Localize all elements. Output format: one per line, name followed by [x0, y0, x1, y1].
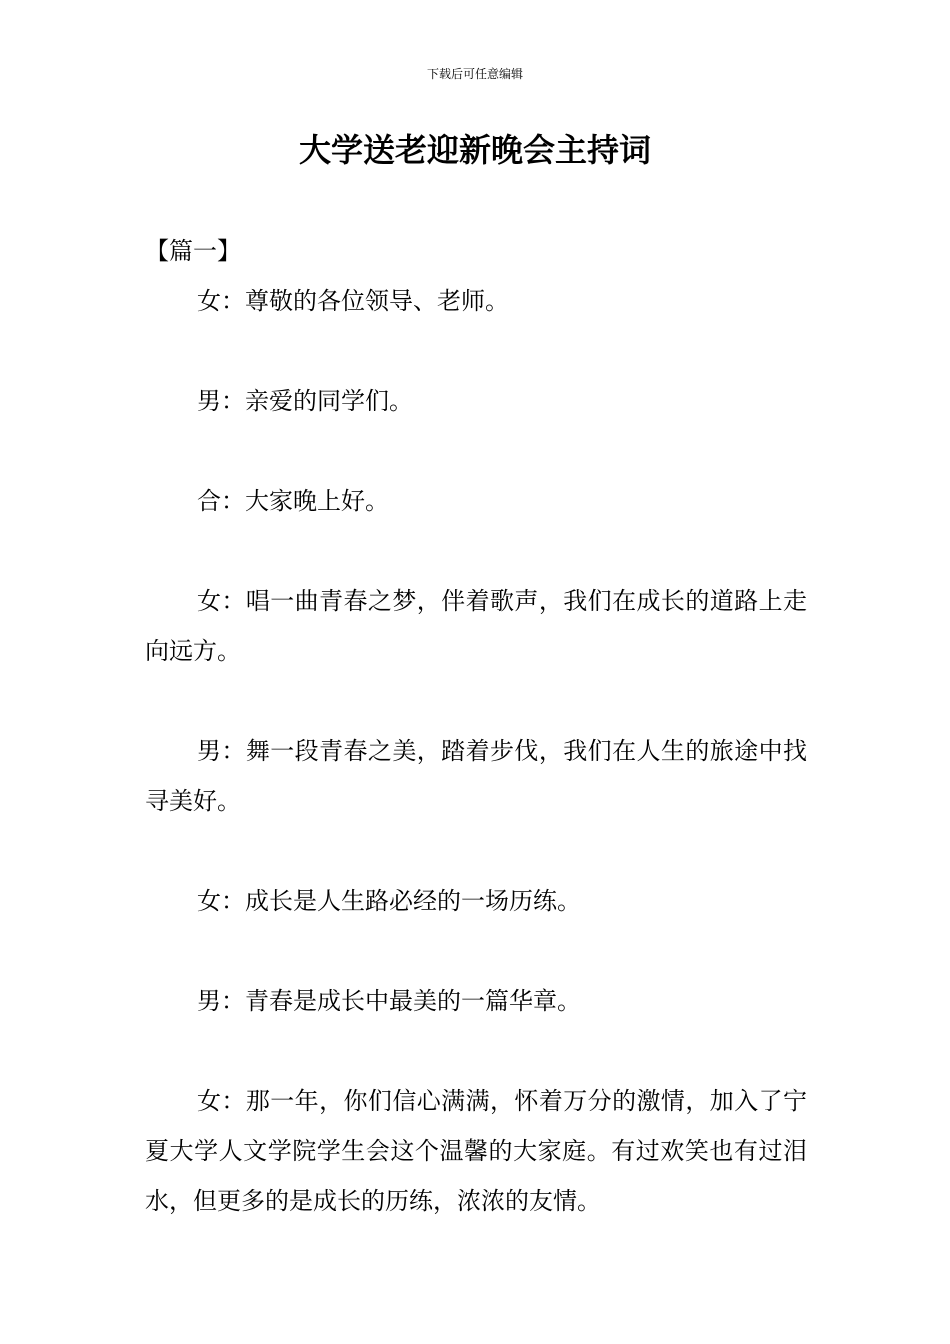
document-body — [145, 226, 807, 1276]
document-title: 大学送老迎新晚会主持词 — [298, 131, 651, 169]
paragraph: 女：尊敬的各位领导、老师。 — [197, 287, 509, 315]
paragraph: 女：那一年，你们信心满满，怀着万分的激情，加入了宁夏大学人文学院学生会这个温馨的大家庭。有过欢笑也有过泪水，但更多的是成长的历练，浓浓的友情。 — [145, 1087, 807, 1215]
paragraph: 男：青春是成长中最美的一篇华章。 — [197, 987, 581, 1015]
header-note: 下载后可任意编辑 — [426, 67, 523, 81]
paragraph: 男：舞一段青春之美，踏着步伐，我们在人生的旅途中找寻美好。 — [145, 737, 807, 815]
paragraph: 男：亲爱的同学们。 — [197, 387, 413, 415]
paragraph: 女：唱一曲青春之梦，伴着歌声，我们在成长的道路上走向远方。 — [145, 587, 807, 665]
paragraph: 女：成长是人生路必经的一场历练。 — [197, 887, 581, 915]
section-label: 【篇一】 — [145, 237, 241, 265]
paragraph: 合：大家晚上好。 — [197, 487, 389, 515]
